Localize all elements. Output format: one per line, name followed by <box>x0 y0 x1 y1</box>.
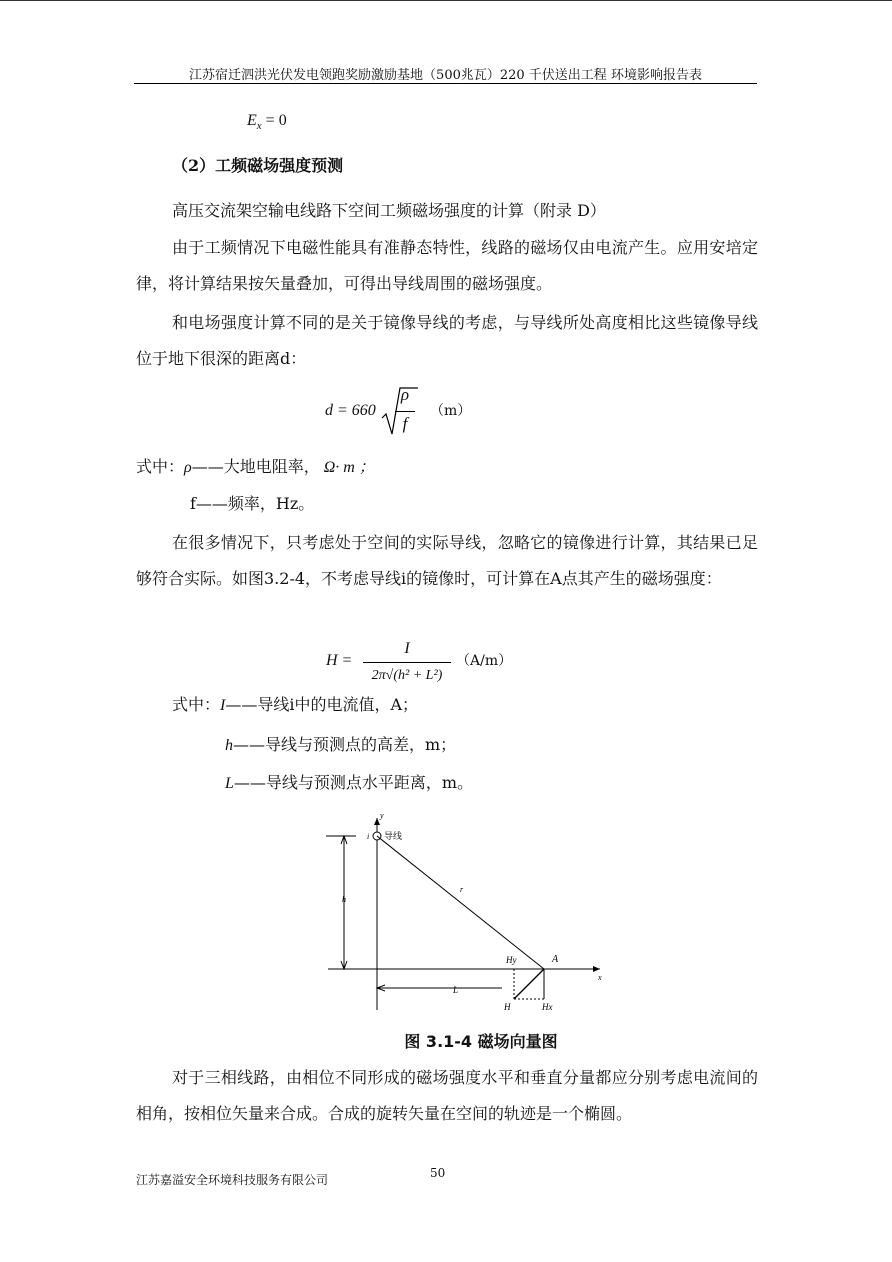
section-heading: （2）工频磁场强度预测 <box>172 156 344 175</box>
def-rho-text: ——大地电阻率， <box>191 457 320 476</box>
ex-rhs: = 0 <box>265 112 287 129</box>
def-f-text: ——频率，Hz。 <box>195 494 315 513</box>
paragraph-2: 由于工频情况下电磁性能具有准静态特性，线路的磁场仅由电流产生。应用安培定律，将计算结果按矢量叠加，可得出导线周围的磁场强度。 <box>136 238 758 293</box>
def-rho-prefix: 式中： <box>136 457 185 476</box>
ex-sub: x <box>256 120 262 133</box>
eq-h-num: I <box>404 640 410 657</box>
def-rho-unit: Ω· m ； <box>323 459 375 476</box>
eq-d-unit: （m） <box>430 403 472 419</box>
def-h-symbol: h <box>225 737 233 754</box>
ex-lhs: E <box>247 112 257 129</box>
paragraph-1: 高压交流架空输电线路下空间工频磁场强度的计算（附录 D） <box>172 201 606 220</box>
paragraph-4: 在很多情况下，只考虑处于空间的实际导线，忽略它的镜像进行计算，其结果已足够符合实际。如图3.2-4，不考虑导线i的镜像时，可计算在A点其产生的磁场强度： <box>136 533 758 588</box>
paragraph-5: 对于三相线路，由相位不同形成的磁场强度水平和垂直分量都应分别考虑电流间的相角，按相位矢量来合成。合成的旋转矢量在空间的轨迹是一个椭圆。 <box>136 1068 758 1123</box>
point-a-label: A <box>552 954 559 965</box>
header-rule <box>134 83 757 84</box>
h-label: h <box>342 895 346 904</box>
magnetic-vector-diagram <box>320 810 610 1020</box>
r-label: r <box>460 885 464 894</box>
hx-label: Hx <box>542 1002 553 1012</box>
top-border <box>0 0 892 1</box>
x-axis-label: x <box>598 973 602 982</box>
page-header: 江苏宿迁泗洪光伏发电领跑奖励激励基地（500兆瓦）220 千伏送出工程 环境影响报告表 <box>189 68 702 83</box>
y-axis-label: y <box>380 811 384 820</box>
wire-label: 导线 <box>384 831 403 841</box>
eq-d-lhs: d = 660 <box>325 402 376 419</box>
def-rho-symbol: ρ <box>184 459 192 476</box>
h-vector-label: H <box>504 1002 511 1012</box>
l-label: L <box>453 985 459 995</box>
r-line <box>377 836 544 969</box>
definition-h <box>225 727 456 764</box>
equation-ex <box>247 103 287 144</box>
definition-L <box>225 765 473 802</box>
def-L-symbol: L <box>225 775 234 792</box>
def-f-symbol: f <box>190 494 196 513</box>
figure-caption: 图 3.1-4 磁场向量图 <box>404 1032 558 1051</box>
def-I-symbol: I <box>220 697 226 714</box>
page-number: 50 <box>430 1166 446 1180</box>
definition-rho <box>136 449 375 486</box>
definition-f <box>190 486 314 522</box>
hy-label: Hy <box>506 955 517 965</box>
eq-h-lhs: H = <box>326 652 353 669</box>
definition-I <box>172 687 418 724</box>
def-L-text: ——导线与预测点水平距离，m。 <box>233 773 474 792</box>
eq-h-unit: （A/m） <box>456 653 513 669</box>
eq-h-fraction-bar <box>363 662 451 663</box>
def-I-text: ——导线i中的电流值，A； <box>225 695 419 714</box>
h-vector <box>514 969 544 999</box>
def-I-prefix: 式中： <box>172 695 221 714</box>
wire-i-label: i <box>367 832 370 841</box>
eq-d-den: f <box>402 414 408 433</box>
def-h-text: ——导线与预测点的高差，m； <box>233 735 457 754</box>
footer-company: 江苏嘉溢安全环境科技服务有限公司 <box>136 1173 329 1187</box>
paragraph-3: 和电场强度计算不同的是关于镜像导线的考虑，与导线所处高度相比这些镜像导线位于地下很深的距离d： <box>136 313 758 368</box>
eq-h-den: 2π√(h² + L²) <box>371 668 443 683</box>
eq-d-num: ρ <box>400 385 410 404</box>
